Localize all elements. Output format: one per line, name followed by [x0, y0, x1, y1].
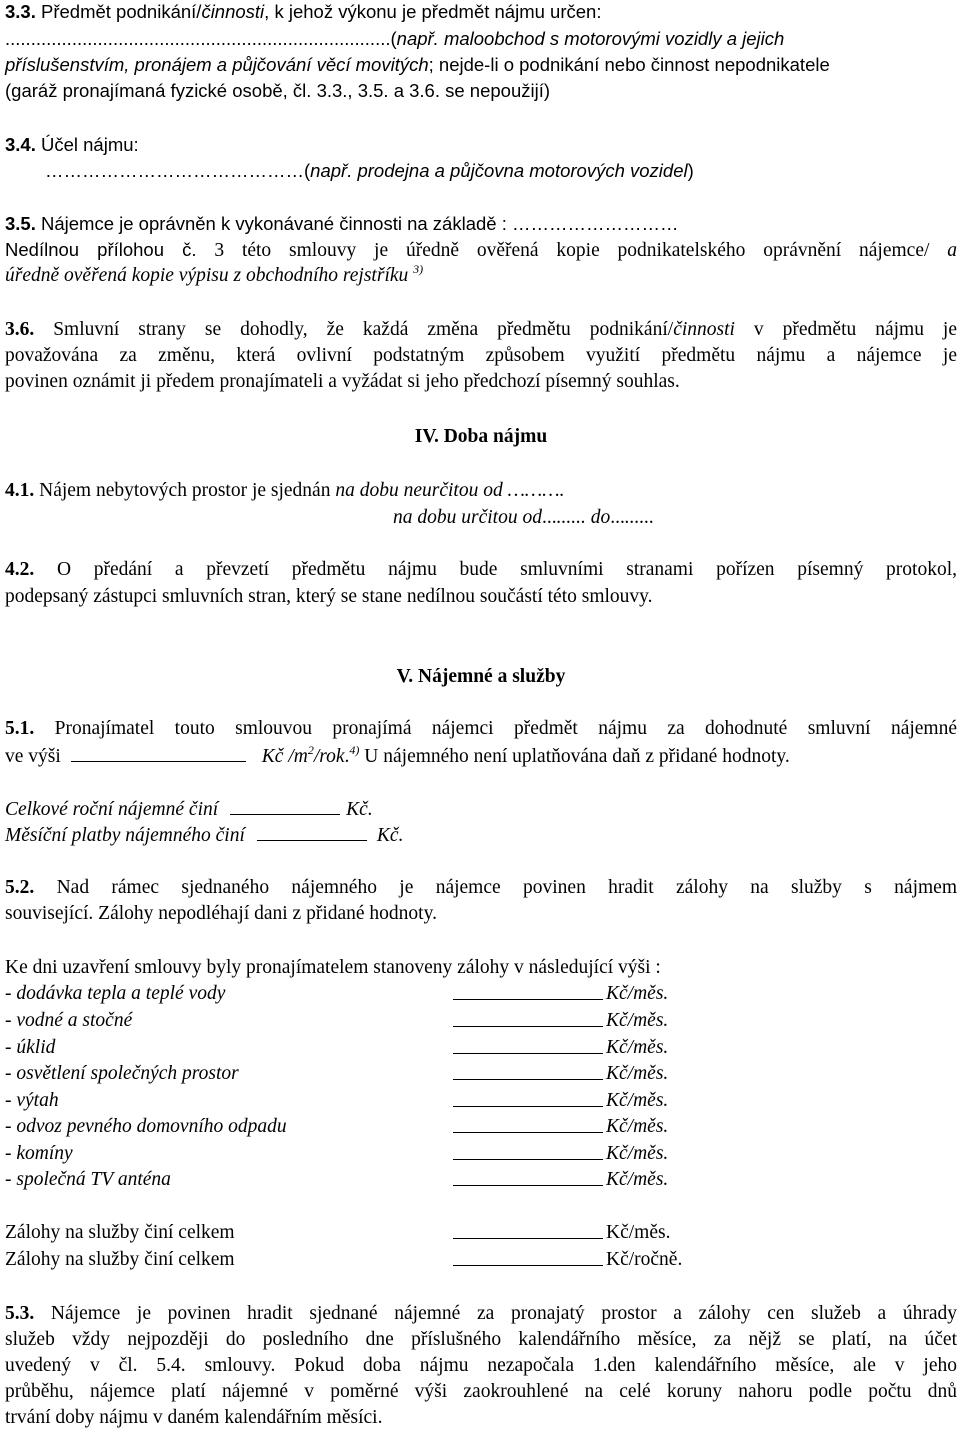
section-3-5-line — [5, 263, 423, 290]
service-row — [5, 1008, 957, 1034]
service-amount-blank[interactable] — [453, 1141, 603, 1160]
service-label: - osvětlení společných prostor — [5, 1063, 239, 1084]
section-5-3-line: uvedený v čl. 5.4. smlouvy. Pokud doba nájmu nezapočala 1.den kalendářního měsíce, ale v jeho — [5, 1355, 957, 1376]
section-iv-heading: IV. Doba nájmu — [414, 426, 548, 447]
text-italic: činnosti — [201, 1, 265, 22]
text-italic: na dobu určitou od — [393, 507, 542, 528]
service-row — [5, 1035, 957, 1061]
service-label: - dodávka tepla a teplé vody — [5, 983, 226, 1004]
service-amount-blank[interactable] — [453, 981, 603, 1000]
advances-intro: Ke dni uzavření smlouvy byly pronajímatelem stanoveny zálohy v následující výši : — [5, 957, 661, 978]
section-v-heading: V. Nájemné a služby — [396, 666, 566, 687]
section-3-4-line — [45, 158, 694, 185]
text: O předání a převzetí předmětu nájmu bude smluvními stranami pořízen písemný protokol, — [34, 559, 957, 580]
text: Nájemce je oprávněn k vykonávané činnosti na základě : ……………………… — [35, 213, 679, 234]
section-5-3-line: služeb vždy nejpozději do posledního dne příslušného kalendářního měsíce, za nějž se platí, na účet — [5, 1329, 957, 1350]
service-amount-blank[interactable] — [453, 1114, 603, 1133]
text: . — [344, 746, 350, 767]
text-italic: na dobu neurčitou od ………. — [335, 480, 565, 501]
section-number: 3.4. — [5, 134, 36, 155]
section-4-1-line — [393, 505, 654, 532]
section-3-6-line — [5, 317, 957, 344]
text-italic: Kč. — [376, 825, 404, 846]
monthly-rent-line — [5, 822, 403, 850]
section-3-4-title — [5, 132, 139, 159]
monthly-rent-blank[interactable] — [257, 822, 367, 841]
service-amount-blank[interactable] — [453, 1008, 603, 1027]
text: Nedílnou přílohou č. — [5, 239, 197, 260]
service-label: - společná TV anténa — [5, 1169, 171, 1190]
text-italic: např. maloobchod s motorovými vozidly a jejich — [396, 28, 785, 49]
text: v předmětu nájmu je — [734, 319, 958, 340]
text: Nad rámec sjednaného nájemného je nájemce povinen hradit zálohy na služby s nájmem — [34, 877, 957, 898]
text-italic: ...... — [624, 507, 655, 528]
service-row — [5, 1167, 957, 1193]
section-3-6-line: povinen oznámit ji předem pronajímateli a vyžádat si jeho předchozí písemný souhlas. — [5, 371, 680, 392]
service-amount-blank[interactable] — [453, 1061, 603, 1080]
text-italic: Měsíční platby nájemného činí — [5, 825, 245, 846]
section-3-3-line — [5, 52, 830, 79]
service-label: - odvoz pevného domovního odpadu — [5, 1116, 287, 1137]
dots: ……………………………………( — [45, 160, 311, 181]
total-unit: Kč/měs. — [606, 1222, 671, 1243]
text-italic: /rok — [313, 746, 345, 767]
text: ... — [610, 507, 625, 528]
section-5-1-line — [5, 743, 790, 771]
section-3-3-line: (garáž pronajímaná fyzické osobě, čl. 3.3., 3.5. a 3.6. se nepoužijí) — [5, 80, 551, 101]
section-5-2-line — [5, 875, 957, 902]
section-3-5-line — [5, 211, 679, 238]
section-3-6-line: považována za změnu, která ovlivní podstatným způsobem využití předmětu nájmu a nájemce je — [5, 345, 957, 366]
section-5-3-line — [5, 1301, 957, 1328]
service-label: - vodné a stočné — [5, 1010, 133, 1031]
service-amount-blank[interactable] — [453, 1167, 603, 1186]
text-italic: např. prodejna a půjčovna motorových vozidel — [310, 160, 688, 181]
service-label: - výtah — [5, 1090, 59, 1111]
text-italic: Kč. — [346, 799, 373, 820]
total-row — [5, 1247, 957, 1273]
service-row — [5, 981, 957, 1007]
service-unit: Kč/měs. — [606, 1169, 669, 1190]
text: ... — [541, 507, 557, 528]
text: U nájemného není uplatňována daň z přidané hodnoty. — [359, 746, 790, 767]
annual-rent-blank[interactable] — [230, 796, 340, 815]
text: Předmět podnikání/ — [35, 1, 202, 22]
text: , k jehož výkonu je předmět nájmu určen: — [264, 1, 602, 22]
section-5-1-line — [5, 716, 957, 743]
text: Smluvní strany se dohodly, že každá změna předmětu podnikání/ — [34, 319, 674, 340]
total-unit: Kč/ročně. — [606, 1249, 683, 1270]
text-italic: činnosti — [673, 319, 735, 340]
text: Účel nájmu: — [35, 134, 139, 155]
service-label: - komíny — [5, 1143, 73, 1164]
service-row — [5, 1088, 957, 1114]
service-row — [5, 1061, 957, 1087]
section-number: 3.5. — [5, 213, 36, 234]
section-3-3-line — [5, 26, 784, 53]
service-unit: Kč/měs. — [606, 1143, 669, 1164]
text-italic: příslušenstvím, pronájem a půjčování věcí movitých — [5, 54, 429, 75]
text: ) — [687, 160, 694, 181]
service-row — [5, 1114, 957, 1140]
service-row — [5, 1141, 957, 1167]
total-amount-blank[interactable] — [453, 1247, 603, 1266]
section-number: 3.3. — [5, 1, 36, 22]
section-5-2-line: související. Zálohy nepodléhají dani z přidané hodnoty. — [5, 903, 437, 924]
text-italic: ...... do — [556, 507, 611, 528]
section-number: 5.3. — [5, 1303, 35, 1324]
text: Nájem nebytových prostor je sjednán — [34, 480, 336, 501]
annual-rent-line — [5, 796, 373, 824]
text: Nájemce je povinen hradit sjednané nájemné za pronajatý prostor a zálohy cen služeb a úhrady — [34, 1303, 957, 1324]
text: ; nejde-li o podnikání nebo činnost nepodnikatele — [428, 54, 830, 75]
footnote-ref: 3) — [413, 262, 424, 276]
text: ve výši — [5, 746, 61, 767]
service-unit: Kč/měs. — [606, 1090, 669, 1111]
service-unit: Kč/měs. — [606, 983, 669, 1004]
service-amount-blank[interactable] — [453, 1088, 603, 1107]
total-row — [5, 1220, 957, 1246]
section-number: 4.2. — [5, 559, 35, 580]
total-amount-blank[interactable] — [453, 1220, 603, 1239]
section-5-3-line: trvání doby nájmu v daném kalendářním měsíci. — [5, 1407, 383, 1428]
total-label: Zálohy na služby činí celkem — [5, 1222, 235, 1243]
section-3-5-line — [5, 237, 957, 265]
section-4-1-line — [5, 478, 564, 505]
rent-per-m2-blank[interactable] — [71, 743, 246, 762]
text-italic: a — [947, 240, 957, 261]
service-unit: Kč/měs. — [606, 1037, 669, 1058]
service-unit: Kč/měs. — [606, 1010, 669, 1031]
service-amount-blank[interactable] — [453, 1035, 603, 1054]
text: Pronajímatel touto smlouvou pronajímá nájemci předmět nájmu za dohodnuté smluvní nájemné — [34, 718, 957, 739]
section-number: 5.2. — [5, 877, 35, 898]
service-label: - úklid — [5, 1037, 56, 1058]
service-unit: Kč/měs. — [606, 1116, 669, 1137]
text-italic: úředně ověřená kopie výpisu z obchodního rejstříku — [5, 265, 414, 286]
section-number: 4.1. — [5, 480, 35, 501]
section-4-2-line — [5, 557, 957, 584]
total-label: Zálohy na služby činí celkem — [5, 1249, 235, 1270]
section-4-2-line: podepsaný zástupci smluvních stran, který se stane nedílnou součástí této smlouvy. — [5, 586, 653, 607]
section-5-3-line: průběhu, nájemce platí nájemné v poměrné výši zaokrouhlené na celé koruny nahoru podle počtu dnů — [5, 1381, 957, 1402]
text: 3 této smlouvy je úředně ověřená kopie podnikatelského oprávnění nájemce/ — [196, 240, 948, 261]
text-italic: Celkové roční nájemné činí — [5, 799, 219, 820]
superscript: 2 — [307, 743, 314, 757]
section-number: 5.1. — [5, 718, 35, 739]
footnote-ref: 4) — [349, 743, 360, 757]
service-unit: Kč/měs. — [606, 1063, 669, 1084]
text-italic: Kč /m — [261, 746, 308, 767]
dots: ...........................................................................( — [5, 28, 397, 49]
section-number: 3.6. — [5, 319, 35, 340]
section-3-3-title — [5, 0, 601, 26]
